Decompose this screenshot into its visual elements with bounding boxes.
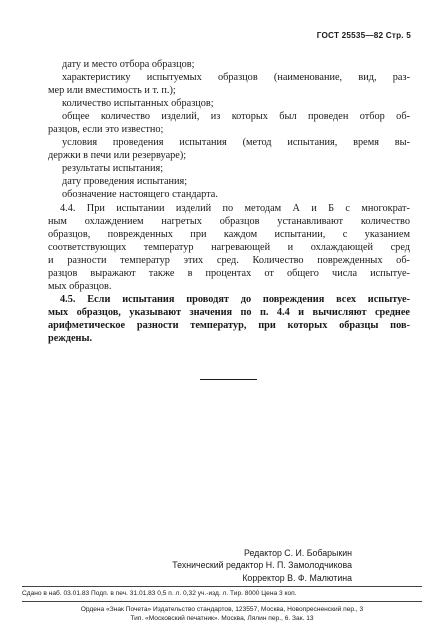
text-line: и разности температур этих сред. Количество поврежденных об- xyxy=(48,254,410,266)
tech-editor-credit: Технический редактор Н. П. Замолодчикова xyxy=(172,560,352,571)
text-line: разцов выражают также в процентах от общего числа испытуе- xyxy=(48,267,410,279)
text-line: количество испытанных образцов; xyxy=(62,98,214,110)
text-line: дату и место отбора образцов; xyxy=(62,59,195,70)
text-line: держки в печи или резервуаре); xyxy=(48,150,187,162)
footer-rule-bottom xyxy=(22,601,422,602)
text-line: арифметическое разности температур, при которых образцы пов- xyxy=(48,319,410,331)
printer-line: Тип. «Московский печатник». Москва, Лялин пер., 6. Зак. 13 xyxy=(130,615,314,623)
text-line: условия проведения испытания (метод испытания, время вы- xyxy=(62,137,410,149)
text-line: мых образцов, указывают значения по п. 4.4 и вычисляют среднее xyxy=(48,306,410,318)
publisher-line: Ордена «Знак Почета» Издательство стандартов, 123557, Москва, Новопресненский пер., 3 xyxy=(80,606,364,613)
publishing-info: Сдано в наб. 03.01.83 Подп. в печ. 31.01.83 0,5 п. л. 0,32 уч.-изд. л. Тир. 8000 Цена 3 коп. xyxy=(22,590,297,597)
editor-credit: Редактор С. И. Бобарыкин xyxy=(244,548,352,558)
document-body xyxy=(48,58,410,345)
text-line: соответствующих температур нагревающей и охлаждающей сред xyxy=(48,241,410,253)
paragraph-4-5-line: 4.5. Если испытания проводят до повреждения всех испытуе- xyxy=(60,293,410,305)
paragraph-4-4-line: 4.4. При испытании изделий по методам А и Б с многократ- xyxy=(60,202,410,214)
text-line: характеристику испытуемых образцов (наименование, вид, раз- xyxy=(62,72,410,84)
footer-rule-top xyxy=(22,586,422,587)
imprint-block xyxy=(22,605,422,623)
text-line: разцов, если это известно; xyxy=(48,124,164,136)
text-line: дату проведения испытания; xyxy=(62,176,188,188)
text-line: мых образцов. xyxy=(48,280,112,292)
text-line: результаты испытания; xyxy=(62,163,164,175)
text-line: ным охлаждением нагретых образцов устанавливают количество xyxy=(48,215,410,227)
credits-block xyxy=(121,547,352,584)
text-line: обозначение настоящего стандарта. xyxy=(62,189,218,201)
corrector-credit: Корректор В. Ф. Малютина xyxy=(242,572,352,583)
text-line: мер или вместимость и т. п.); xyxy=(48,85,176,97)
text-line: общее количество изделий, из которых был проведен отбор об- xyxy=(62,111,410,123)
standard-page-header: ГОСТ 25535—82 Стр. 5 xyxy=(316,31,411,40)
text-line: образцов, поврежденных при каждом испытании, с указанием xyxy=(48,228,410,240)
text-line: реждены. xyxy=(48,332,93,344)
section-divider xyxy=(200,379,257,380)
